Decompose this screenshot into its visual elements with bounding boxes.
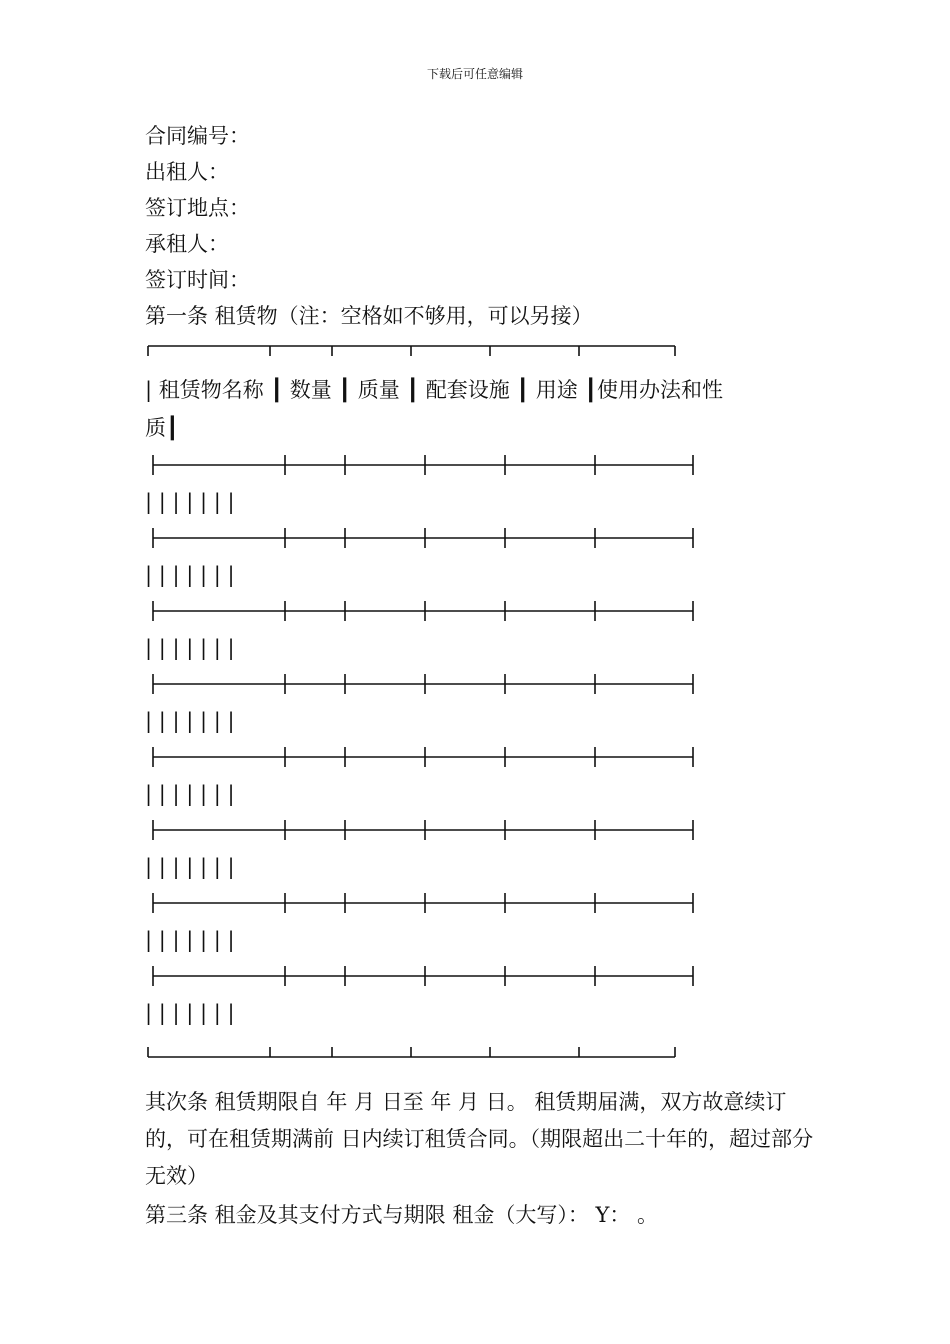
table-empty-row: | | | | | | | — [145, 1001, 235, 1025]
table-header-line-2: 质┃ — [145, 416, 179, 440]
lessor-field: 出租人： — [145, 160, 229, 184]
table-top-border — [145, 334, 825, 371]
article-1-title: 第一条 租赁物（注：空格如不够用，可以另接） — [145, 304, 593, 328]
page-header-note: 下载后可任意编辑 — [426, 67, 523, 81]
table-row-separator — [145, 447, 825, 484]
table-empty-row: | | | | | | | — [145, 563, 235, 587]
table-row-separator — [145, 885, 825, 922]
table-empty-row: | | | | | | | — [145, 709, 235, 733]
table-row-separator — [145, 520, 825, 557]
contract-number-field: 合同编号： — [145, 124, 250, 148]
contract-document — [145, 118, 825, 1233]
table-row-separator — [145, 593, 825, 630]
table-empty-row: | | | | | | | — [145, 490, 235, 514]
article-2-text: 其次条 租赁期限自 年 月 日至 年 月 日。 租赁期届满，双方故意续订的，可在租赁期满前 日内续订租赁合同。（期限超出二十年的，超过部分无效） — [145, 1090, 814, 1188]
table-empty-row: | | | | | | | — [145, 928, 235, 952]
table-empty-row: | | | | | | | — [145, 855, 235, 879]
sign-time-field: 签订时间： — [145, 268, 250, 292]
table-header-line-1: | 租赁物名称 ┃ 数量 ┃ 质量 ┃ 配套设施 ┃ 用途 ┃使用办法和性 — [145, 378, 724, 402]
article-3-text: 第三条 租金及其支付方式与期限 租金（大写）： Y： 。 — [145, 1203, 659, 1227]
table-empty-row: | | | | | | | — [145, 782, 235, 806]
sign-place-field: 签订地点： — [145, 196, 250, 220]
table-body — [145, 447, 825, 1031]
table-row-separator — [145, 666, 825, 703]
table-empty-row: | | | | | | | — [145, 636, 235, 660]
lessee-field: 承租人： — [145, 232, 229, 256]
table-bottom-border — [145, 1031, 825, 1068]
table-row-separator — [145, 958, 825, 995]
table-row-separator — [145, 739, 825, 776]
table-row-separator — [145, 812, 825, 849]
